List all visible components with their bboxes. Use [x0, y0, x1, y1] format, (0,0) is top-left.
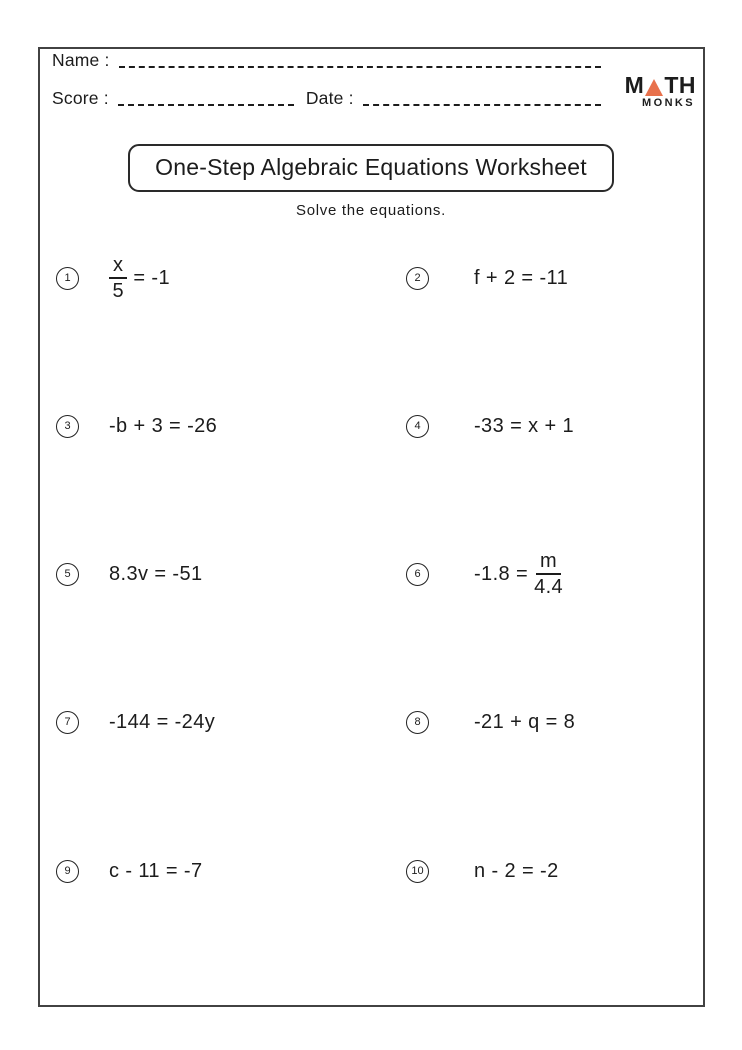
name-blank-line: [119, 54, 601, 68]
problem-number-badge: 3: [56, 415, 79, 438]
worksheet-title: One-Step Algebraic Equations Worksheet: [128, 144, 614, 192]
equation-text: -33 = x + 1: [474, 414, 575, 437]
logo-wordmark: [625, 74, 696, 97]
problem-number-badge: 6: [406, 563, 429, 586]
problem-equation: [474, 860, 559, 883]
score-label: Score :: [52, 88, 109, 108]
fraction: [109, 254, 127, 303]
problem-equation: [109, 860, 203, 883]
problem-item-4: [406, 394, 574, 458]
fraction-denominator: 4.4: [534, 576, 564, 598]
score-blank-line: [118, 92, 294, 106]
problem-number-badge: 5: [56, 563, 79, 586]
equation-text: c - 11 = -7: [109, 859, 203, 882]
name-row: [52, 50, 601, 72]
title-container: [0, 144, 742, 192]
problem-equation: [474, 550, 563, 599]
problem-equation: [474, 711, 575, 734]
fraction: [534, 550, 563, 599]
equation-text: -21 + q = 8: [474, 710, 576, 733]
problem-number-badge: 10: [406, 860, 429, 883]
logo-part1: M: [624, 72, 645, 98]
logo-part2: TH: [664, 72, 696, 98]
problem-number-badge: 4: [406, 415, 429, 438]
problem-item-7: [56, 690, 215, 754]
equation-text: -1.8 =: [474, 562, 535, 585]
problem-number-badge: 9: [56, 860, 79, 883]
orange-triangle-icon: [645, 79, 663, 96]
fraction-numerator: m: [536, 550, 561, 575]
problem-equation: [474, 415, 574, 438]
problem-equation: [474, 267, 568, 290]
worksheet-instructions: Solve the equations.: [296, 202, 446, 219]
problem-item-10: [406, 839, 559, 903]
problem-equation: [109, 711, 215, 734]
fraction-numerator: x: [109, 254, 127, 279]
name-label: Name :: [52, 50, 110, 70]
equation-text: -b + 3 = -26: [109, 414, 218, 437]
date-blank-line: [363, 92, 601, 106]
problem-item-3: [56, 394, 217, 458]
math-monks-logo: [625, 74, 696, 109]
logo-subtext: MONKS: [642, 97, 695, 109]
problem-number-badge: 8: [406, 711, 429, 734]
problem-item-1: [56, 246, 170, 310]
problem-number-badge: 1: [56, 267, 79, 290]
problem-equation: [109, 254, 170, 303]
problem-item-9: [56, 839, 203, 903]
problem-number-badge: 2: [406, 267, 429, 290]
equation-text: n - 2 = -2: [474, 859, 559, 882]
problem-equation: [109, 563, 203, 586]
fraction-denominator: 5: [112, 280, 124, 302]
problem-item-5: [56, 542, 203, 606]
problem-number-badge: 7: [56, 711, 79, 734]
equation-text: 8.3v = -51: [109, 562, 203, 585]
problem-item-2: [406, 246, 568, 310]
problem-item-6: [406, 542, 563, 606]
equation-text: -144 = -24y: [109, 710, 216, 733]
score-date-row: [52, 88, 601, 110]
problem-item-8: [406, 690, 575, 754]
date-label: Date :: [305, 88, 354, 108]
problem-equation: [109, 415, 217, 438]
equation-text: f + 2 = -11: [474, 266, 569, 289]
equation-text: = -1: [127, 266, 170, 289]
